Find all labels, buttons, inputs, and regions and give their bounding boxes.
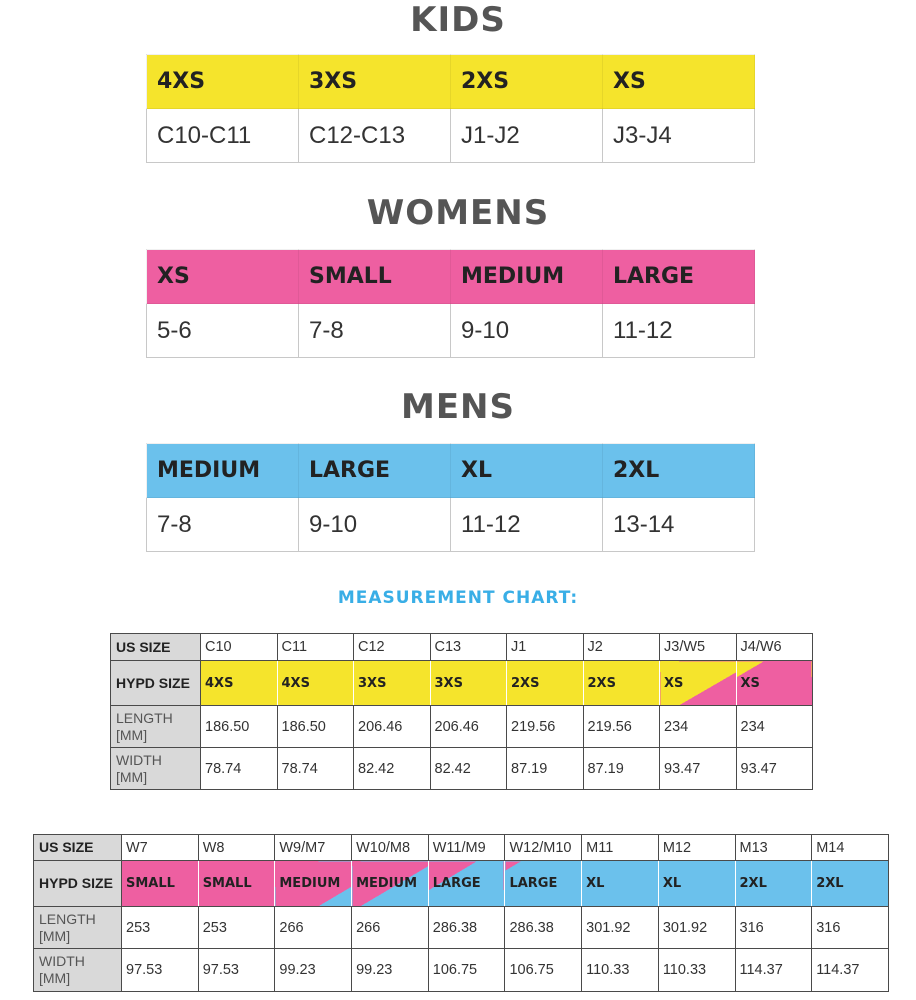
mens-size-value: 11-12 (451, 498, 603, 552)
us-size-cell: W8 (198, 835, 275, 861)
length-cell: 286.38 (428, 907, 505, 949)
length-cell: 253 (198, 907, 275, 949)
us-size-cell: J3/W5 (660, 634, 737, 661)
measurement-chart-title: MEASUREMENT CHART: (337, 588, 579, 608)
length-cell: 186.50 (201, 706, 278, 748)
width-cell: 93.47 (736, 748, 813, 790)
width-cell: 87.19 (583, 748, 660, 790)
length-row (34, 907, 889, 949)
hypd-size-cell: 4XS (277, 661, 354, 706)
hypd-size-cell: SMALL (198, 861, 275, 907)
row-header-width: WIDTH [MM] (111, 748, 201, 790)
womens-size-value: 9-10 (451, 304, 603, 358)
hypd-size-cell: 2XL (812, 861, 889, 907)
us-size-cell: W7 (122, 835, 199, 861)
width-cell: 114.37 (735, 949, 812, 992)
hypd-size-cell: 4XS (201, 661, 278, 706)
us-size-cell: W9/M7 (275, 835, 352, 861)
us-size-cell: W10/M8 (352, 835, 429, 861)
mens-header-row (147, 444, 755, 498)
length-cell: 206.46 (430, 706, 507, 748)
hypd-size-cell: 2XL (735, 861, 812, 907)
womens-header-row (147, 250, 755, 304)
kids-size-value: J1-J2 (451, 109, 603, 163)
length-cell: 234 (736, 706, 813, 748)
womens-size-header: XS (147, 250, 299, 304)
us-size-cell: C13 (430, 634, 507, 661)
kids-title: KIDS (410, 0, 506, 40)
kids-size-header: XS (603, 55, 755, 109)
hypd-size-cell: LARGE (428, 861, 505, 907)
us-size-cell: W11/M9 (428, 835, 505, 861)
row-header-us-size: US SIZE (111, 634, 201, 661)
kids-size-header: 4XS (147, 55, 299, 109)
kids-value-row (147, 109, 755, 163)
mens-size-table (146, 443, 755, 552)
kids-size-value: J3-J4 (603, 109, 755, 163)
length-cell: 219.56 (507, 706, 584, 748)
row-header-us-size: US SIZE (34, 835, 122, 861)
width-cell: 93.47 (660, 748, 737, 790)
us-size-cell: C12 (354, 634, 431, 661)
length-cell: 316 (735, 907, 812, 949)
length-cell: 316 (812, 907, 889, 949)
hypd-size-cell: SMALL (122, 861, 199, 907)
length-cell: 186.50 (277, 706, 354, 748)
width-row (34, 949, 889, 992)
width-cell: 114.37 (812, 949, 889, 992)
width-row (111, 748, 813, 790)
mens-size-value: 7-8 (147, 498, 299, 552)
width-cell: 99.23 (275, 949, 352, 992)
width-cell: 99.23 (352, 949, 429, 992)
kids-size-table (146, 54, 755, 163)
us-size-row (34, 835, 889, 861)
width-cell: 87.19 (507, 748, 584, 790)
hypd-size-row (111, 661, 813, 706)
mens-size-header: 2XL (603, 444, 755, 498)
hypd-size-cell: LARGE (505, 861, 582, 907)
us-size-row (111, 634, 813, 661)
us-size-cell: J2 (583, 634, 660, 661)
hypd-size-cell: 2XS (583, 661, 660, 706)
width-cell: 110.33 (658, 949, 735, 992)
hypd-size-cell: XS (736, 661, 813, 706)
width-cell: 82.42 (354, 748, 431, 790)
womens-size-value: 5-6 (147, 304, 299, 358)
length-cell: 301.92 (582, 907, 659, 949)
hypd-size-cell: XL (582, 861, 659, 907)
mens-size-header: MEDIUM (147, 444, 299, 498)
us-size-cell: M11 (582, 835, 659, 861)
us-size-cell: J4/W6 (736, 634, 813, 661)
mens-size-header: XL (451, 444, 603, 498)
width-cell: 82.42 (430, 748, 507, 790)
kids-size-value: C12-C13 (299, 109, 451, 163)
hypd-size-cell: MEDIUM (352, 861, 429, 907)
width-cell: 78.74 (201, 748, 278, 790)
measurement-table-kids (110, 633, 813, 790)
hypd-size-cell: XS (660, 661, 737, 706)
width-cell: 106.75 (505, 949, 582, 992)
row-header-hypd-size: HYPD SIZE (34, 861, 122, 907)
row-header-hypd-size: HYPD SIZE (111, 661, 201, 706)
width-cell: 106.75 (428, 949, 505, 992)
us-size-cell: C11 (277, 634, 354, 661)
womens-value-row (147, 304, 755, 358)
length-cell: 206.46 (354, 706, 431, 748)
us-size-cell: W12/M10 (505, 835, 582, 861)
row-header-width: WIDTH [MM] (34, 949, 122, 992)
us-size-cell: C10 (201, 634, 278, 661)
us-size-cell: M14 (812, 835, 889, 861)
width-cell: 110.33 (582, 949, 659, 992)
womens-title: WOMENS (366, 193, 550, 233)
hypd-size-cell: 3XS (430, 661, 507, 706)
length-cell: 286.38 (505, 907, 582, 949)
kids-header-row (147, 55, 755, 109)
width-cell: 78.74 (277, 748, 354, 790)
womens-size-value: 7-8 (299, 304, 451, 358)
us-size-cell: J1 (507, 634, 584, 661)
mens-title: MENS (400, 387, 515, 427)
kids-size-header: 3XS (299, 55, 451, 109)
row-header-length: LENGTH [MM] (111, 706, 201, 748)
width-cell: 97.53 (198, 949, 275, 992)
mens-size-value: 13-14 (603, 498, 755, 552)
kids-size-header: 2XS (451, 55, 603, 109)
length-cell: 253 (122, 907, 199, 949)
length-row (111, 706, 813, 748)
womens-size-value: 11-12 (603, 304, 755, 358)
womens-size-table (146, 249, 755, 358)
mens-size-header: LARGE (299, 444, 451, 498)
womens-size-header: LARGE (603, 250, 755, 304)
hypd-size-cell: XL (658, 861, 735, 907)
hypd-size-row (34, 861, 889, 907)
length-cell: 234 (660, 706, 737, 748)
row-header-length: LENGTH [MM] (34, 907, 122, 949)
width-cell: 97.53 (122, 949, 199, 992)
mens-size-value: 9-10 (299, 498, 451, 552)
hypd-size-cell: 3XS (354, 661, 431, 706)
kids-size-value: C10-C11 (147, 109, 299, 163)
us-size-cell: M13 (735, 835, 812, 861)
length-cell: 266 (275, 907, 352, 949)
us-size-cell: M12 (658, 835, 735, 861)
hypd-size-cell: MEDIUM (275, 861, 352, 907)
mens-value-row (147, 498, 755, 552)
womens-size-header: SMALL (299, 250, 451, 304)
hypd-size-cell: 2XS (507, 661, 584, 706)
length-cell: 219.56 (583, 706, 660, 748)
womens-size-header: MEDIUM (451, 250, 603, 304)
length-cell: 301.92 (658, 907, 735, 949)
length-cell: 266 (352, 907, 429, 949)
measurement-table-adult (33, 834, 889, 992)
